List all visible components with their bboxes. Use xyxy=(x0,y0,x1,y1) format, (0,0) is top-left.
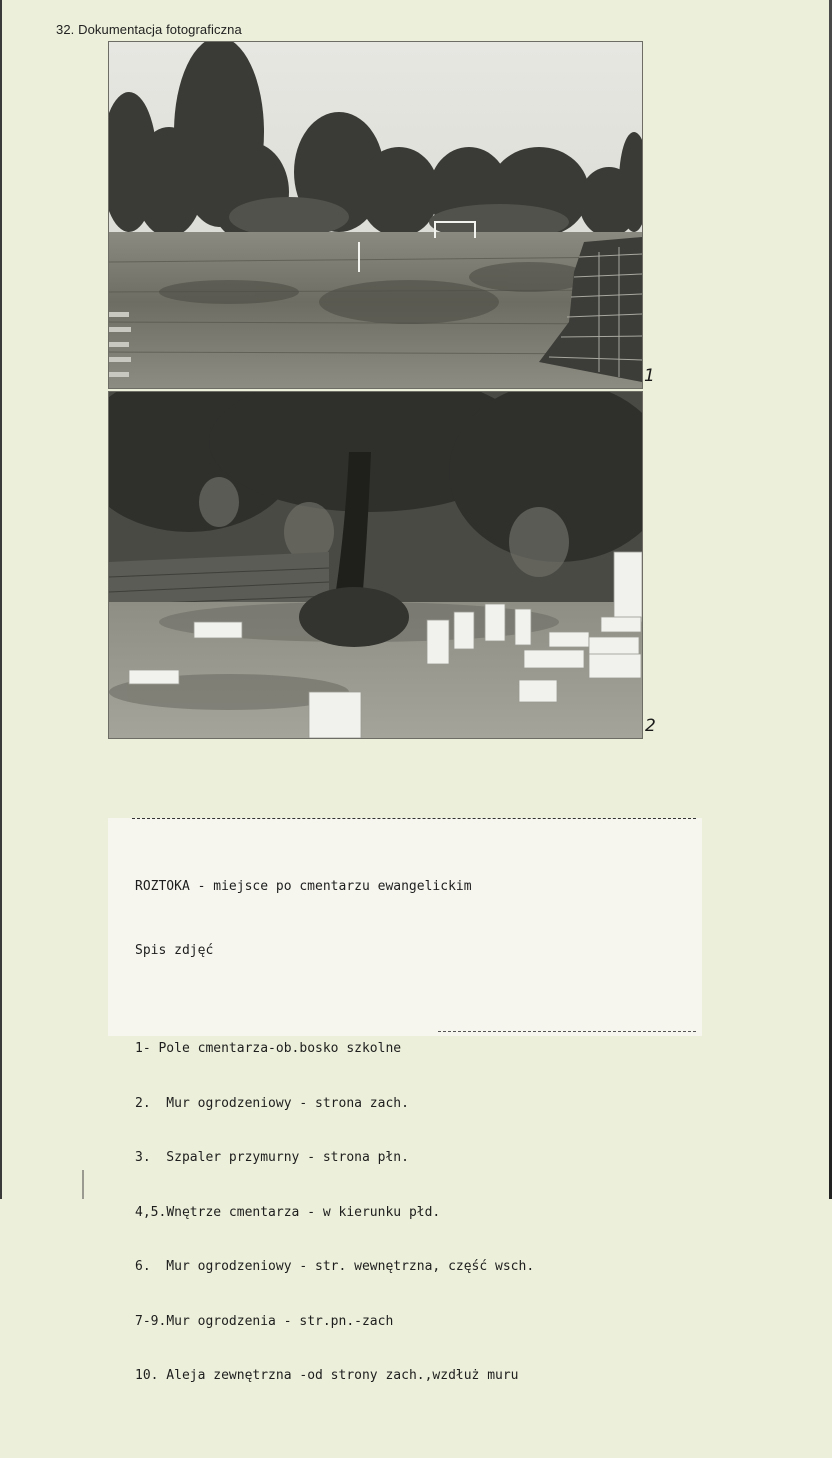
dashed-rule-bottom xyxy=(438,1031,696,1032)
list-item xyxy=(135,1204,534,1223)
list-item-text: Mur ogrodzeniowy - strona zach. xyxy=(150,1095,409,1111)
page-edge-left xyxy=(0,0,2,1199)
list-item xyxy=(135,1367,534,1386)
margin-mark xyxy=(82,1170,84,1199)
list-item-number: 6. xyxy=(135,1259,151,1274)
list-item-number: 3. xyxy=(135,1150,151,1165)
list-item-number: 2. xyxy=(135,1095,151,1111)
list-item-text: Szpaler przymurny - strona płn. xyxy=(150,1150,409,1165)
photo-cemetery-field xyxy=(109,42,642,388)
list-item-number: 4,5. xyxy=(135,1204,167,1220)
photo-2-image xyxy=(109,392,642,738)
photo-list xyxy=(135,1004,534,1422)
list-item xyxy=(135,1149,534,1168)
list-item-text: Pole cmentarza-ob.bosko szkolne xyxy=(150,1041,402,1056)
list-item-text: Aleja zewnętrzna -od strony zach.,wzdłuż muru xyxy=(158,1368,519,1383)
list-item xyxy=(135,1258,534,1277)
caption-title: ROZTOKA - miejsce po cmentarzu ewangelickim xyxy=(135,879,472,894)
caption-text xyxy=(135,842,534,1458)
page-header: 32. Dokumentacja fotograficzna xyxy=(56,22,242,37)
list-item-number: 7-9. xyxy=(135,1313,167,1329)
photo-number-1: 1 xyxy=(644,366,655,386)
photo-cemetery-wall xyxy=(109,392,642,738)
caption-subtitle: Spis zdjęć xyxy=(135,943,214,958)
list-item xyxy=(135,1040,534,1059)
list-item-number: 1- xyxy=(135,1041,151,1056)
list-item xyxy=(135,1095,534,1114)
list-item-text: Mur ogrodzenia - str.pn.-zach xyxy=(166,1313,394,1329)
list-item-text: Wnętrze cmentarza - w kierunku płd. xyxy=(166,1204,441,1220)
dashed-rule-top xyxy=(132,818,696,819)
photo-number-2: 2 xyxy=(645,716,656,736)
photo-1-image xyxy=(109,42,642,388)
list-item-number: 10. xyxy=(135,1368,159,1383)
list-item-text: Mur ogrodzeniowy - str. wewnętrzna, część wsch. xyxy=(150,1259,535,1274)
caption-card xyxy=(108,818,702,1383)
list-item xyxy=(135,1313,534,1332)
